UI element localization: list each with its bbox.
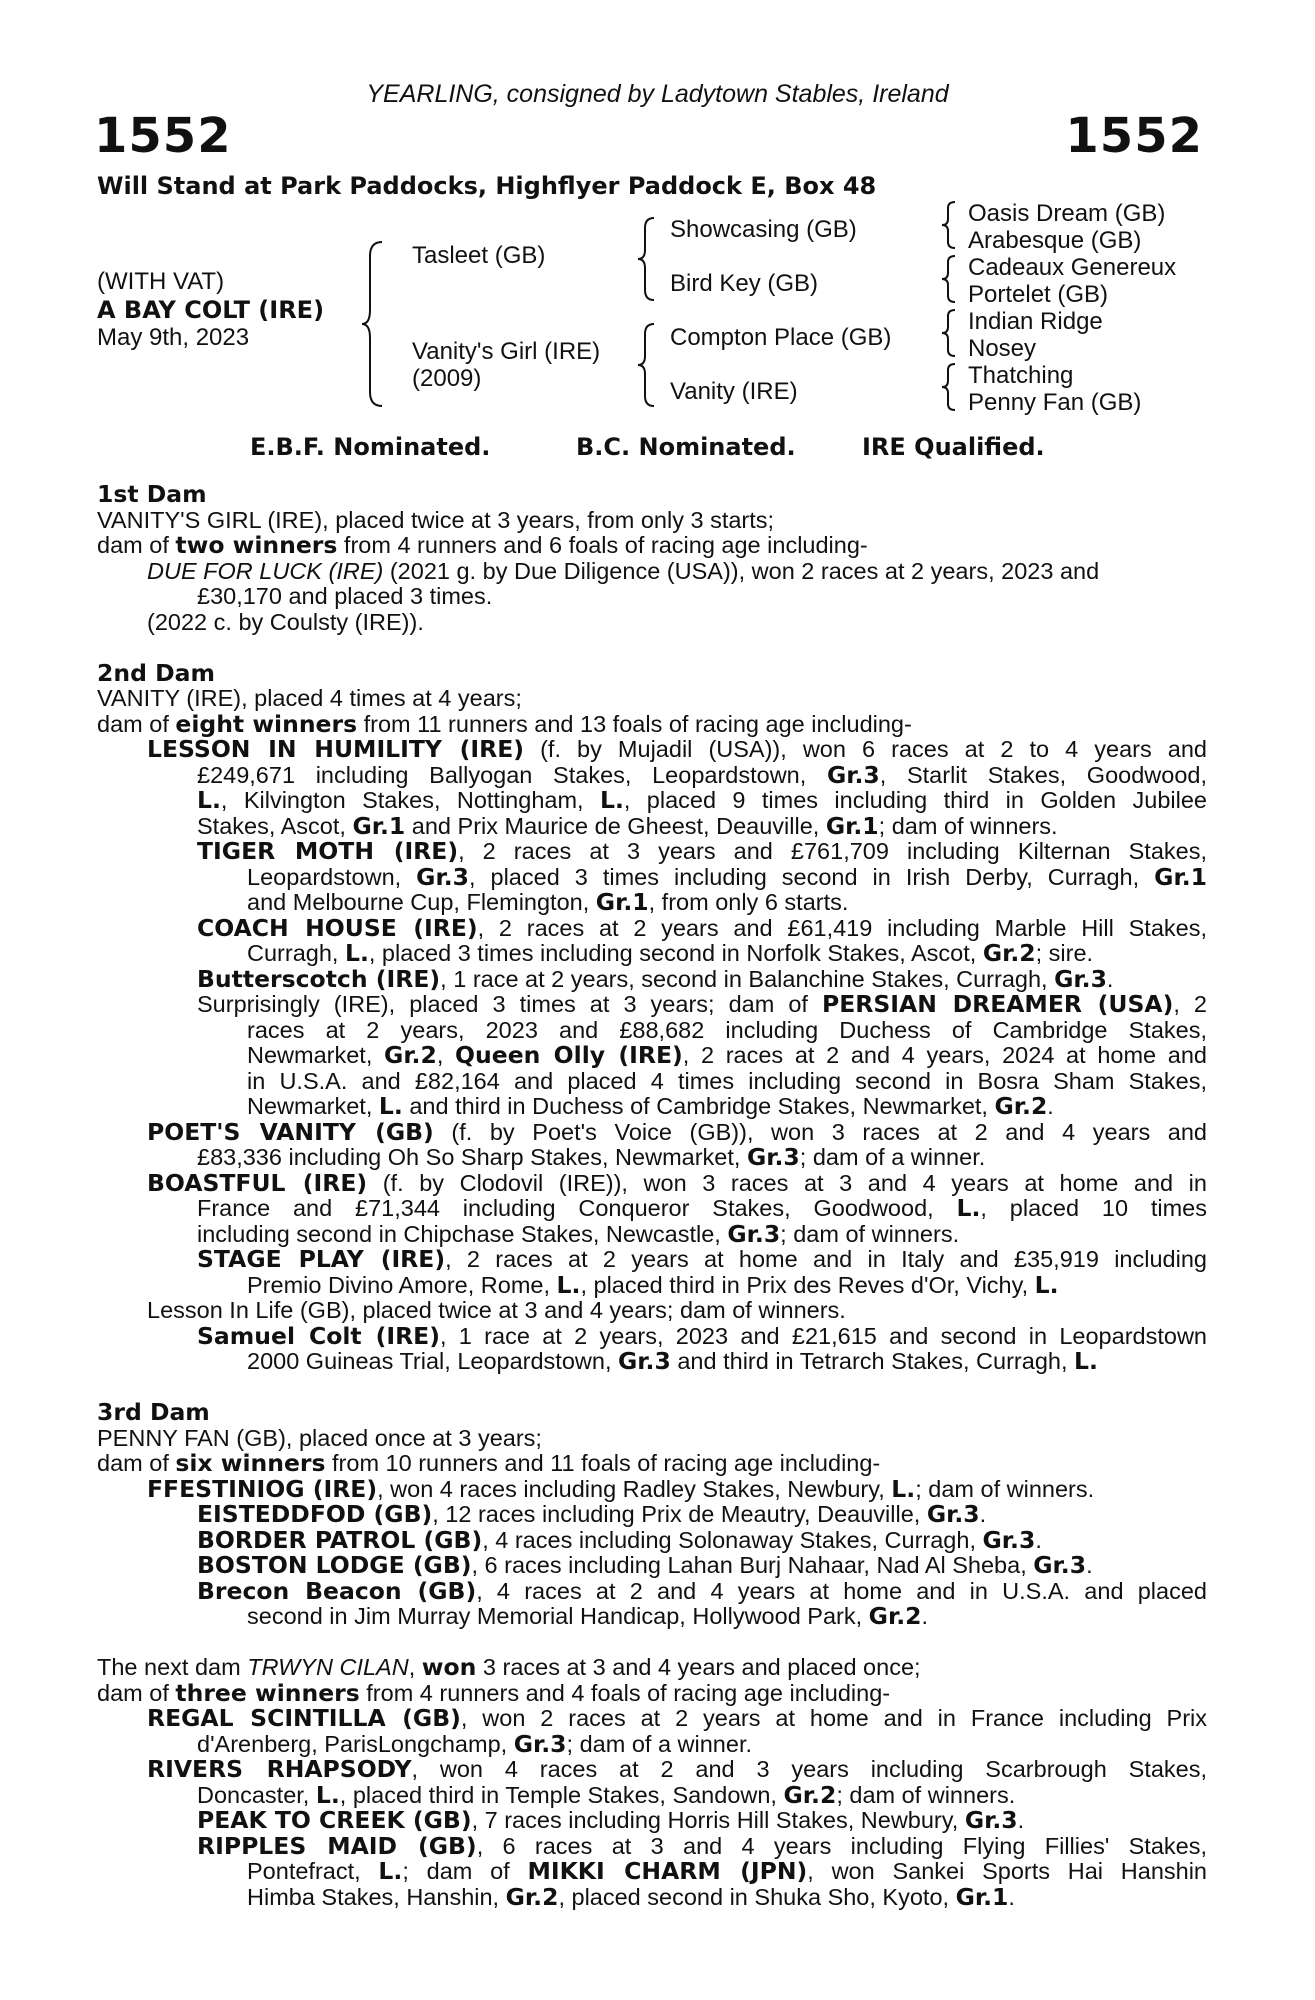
third-dam-produce: dam of six winners from 10 runners and 11 foals of racing age including- xyxy=(97,1449,881,1477)
peak-to-creek: PEAK TO CREEK (GB), 7 races including Horris Hill Stakes, Newbury, Gr.3. xyxy=(197,1806,1025,1834)
rivers-rhapsody: RIVERS RHAPSODY, won 4 races at 2 and 3 years including Scarbrough Stakes, xyxy=(147,1755,1208,1783)
surprisingly: Surprisingly (IRE), placed 3 times at 3 years; dam of PERSIAN DREAMER (USA), 2 xyxy=(197,990,1207,1018)
pedigree-brace-main xyxy=(360,240,390,408)
vat-note: (WITH VAT) xyxy=(97,268,225,295)
ancestor-ssd: Arabesque (GB) xyxy=(968,227,1142,254)
samuel-colt-line-2: 2000 Guineas Trial, Leopardstown, Gr.3 and third in Tetrarch Stakes, Curragh, L. xyxy=(247,1347,1098,1375)
ancestor-ddd: Penny Fan (GB) xyxy=(968,389,1142,416)
consignment-line: YEARLING, consigned by Ladytown Stables, Ireland xyxy=(366,80,949,108)
pedigree-brace-5 xyxy=(940,308,960,358)
samuel-colt: Samuel Colt (IRE), 1 race at 2 years, 2023 and £21,615 and second in Leopardstown xyxy=(197,1321,1207,1350)
coach-house: COACH HOUSE (IRE), 2 races at 2 years and £61,419 including Marble Hill Stakes, xyxy=(197,913,1207,942)
surprisingly-line-5: Newmarket, L. and third in Duchess of Cambridge Stakes, Newmarket, Gr.2. xyxy=(247,1092,1054,1120)
sire-dam: Bird Key (GB) xyxy=(670,270,819,297)
pedigree-brace-3 xyxy=(940,200,960,250)
tiger-moth-line-2: Leopardstown, Gr.3, placed 3 times including second in Irish Derby, Curragh, Gr.1 xyxy=(247,862,1207,891)
dam-sire: Compton Place (GB) xyxy=(670,324,892,351)
ancestor-sss: Oasis Dream (GB) xyxy=(968,200,1166,227)
lesson-in-humility: LESSON IN HUMILITY (IRE) (f. by Mujadil (USA)), won 6 races at 2 to 4 years and xyxy=(147,735,1207,763)
ripples-maid-line-3: Himba Stakes, Hanshin, Gr.2, placed second in Shuka Sho, Kyoto, Gr.1. xyxy=(247,1882,1015,1911)
lesson-line-3: L., Kilvington Stakes, Nottingham, L., placed 9 times including third in Golden Jubilee xyxy=(197,786,1207,814)
butterscotch: Butterscotch (IRE), 1 race at 2 years, second in Balanchine Stakes, Curragh, Gr.3. xyxy=(197,964,1114,993)
surprisingly-line-4: in U.S.A. and £82,164 and placed 4 times including second in Bosra Sham Stakes, xyxy=(247,1067,1207,1094)
third-dam-line: PENNY FAN (GB), placed once at 3 years; xyxy=(97,1424,542,1451)
pedigree-brace-4 xyxy=(940,254,960,304)
second-dam-produce: dam of eight winners from 11 runners and 13 foals of racing age including- xyxy=(97,709,912,738)
second-dam-line: VANITY (IRE), placed 4 times at 4 years; xyxy=(97,685,522,711)
ancestor-dss: Indian Ridge xyxy=(968,308,1103,335)
poets-vanity-line-2: £83,336 including Oh So Sharp Stakes, Newmarket, Gr.3; dam of a winner. xyxy=(197,1143,986,1171)
pedigree-brace-dam xyxy=(636,322,660,408)
first-dam-line: VANITY'S GIRL (IRE), placed twice at 3 years, from only 3 starts; xyxy=(97,506,775,533)
ripples-maid-line-2: Pontefract, L.; dam of MIKKI CHARM (JPN), won Sankei Sports Hai Hanshin xyxy=(247,1857,1208,1885)
lesson-line-4: Stakes, Ascot, Gr.1 and Prix Maurice de Gheest, Deauville, Gr.1; dam of winners. xyxy=(197,811,1058,840)
boastful: BOASTFUL (IRE) (f. by Clodovil (IRE)), won 3 races at 3 and 4 years at home and in xyxy=(147,1168,1207,1197)
surprisingly-line-3: Newmarket, Gr.2, Queen Olly (IRE), 2 races at 2 and 4 years, 2024 at home and xyxy=(247,1041,1207,1069)
sire-sire: Showcasing (GB) xyxy=(670,216,857,243)
pedigree-brace-6 xyxy=(940,362,960,412)
brecon-beacon: Brecon Beacon (GB), 4 races at 2 and 4 years at home and in U.S.A. and placed xyxy=(197,1576,1207,1605)
lesson-line-2: £249,671 including Ballyogan Stakes, Leopardstown, Gr.3, Starlit Stakes, Goodwood, xyxy=(197,760,1207,789)
lot-number-left: 1552 xyxy=(94,108,232,164)
eisteddfod: EISTEDDFOD (GB), 12 races including Prix de Meautry, Deauville, Gr.3. xyxy=(197,1500,987,1528)
lot-number-right: 1552 xyxy=(1065,108,1203,164)
boston-lodge: BOSTON LODGE (GB), 6 races including Lahan Burj Nahaar, Nad Al Sheba, Gr.3. xyxy=(197,1551,1093,1579)
ripples-maid: RIPPLES MAID (GB), 6 races at 3 and 4 years including Flying Fillies' Stakes, xyxy=(197,1831,1207,1860)
coach-house-line-2: Curragh, L., placed 3 times including second in Norfolk Stakes, Ascot, Gr.2; sire. xyxy=(247,939,1094,967)
catalogue-body xyxy=(97,482,1207,1910)
brecon-beacon-line-2: second in Jim Murray Memorial Handicap, Hollywood Park, Gr.2. xyxy=(247,1602,929,1630)
ancestor-sdd: Portelet (GB) xyxy=(968,281,1109,308)
regal-scintilla-line-2: d'Arenberg, ParisLongchamp, Gr.3; dam of a winner. xyxy=(197,1729,753,1758)
first-dam-heading: 1st Dam xyxy=(97,480,207,508)
dam-name: Vanity's Girl (IRE) xyxy=(412,338,601,365)
ancestor-dsd: Nosey xyxy=(968,335,1037,362)
produce-due-for-luck-cont: £30,170 and placed 3 times. xyxy=(197,583,493,609)
bc-nomination: B.C. Nominated. xyxy=(576,433,796,461)
horse-name: A BAY COLT (IRE) xyxy=(97,296,325,324)
stage-play-line-2: Premio Divino Amore, Rome, L., placed third in Prix des Reves d'Or, Vichy, L. xyxy=(247,1270,1059,1299)
ire-qualified: IRE Qualified. xyxy=(862,433,1045,461)
rivers-rhapsody-line-2: Doncaster, L., placed third in Temple Stakes, Sandown, Gr.2; dam of winners. xyxy=(197,1780,1016,1809)
dam-foal-year: (2009) xyxy=(412,365,482,392)
dam-dam: Vanity (IRE) xyxy=(670,378,798,405)
next-dam-produce: dam of three winners from 4 runners and 4 foals of racing age including- xyxy=(97,1678,891,1707)
ebf-nomination: E.B.F. Nominated. xyxy=(250,433,491,461)
first-dam-produce: dam of two winners from 4 runners and 6 foals of racing age including- xyxy=(97,531,868,559)
surprisingly-line-2: races at 2 years, 2023 and £88,682 including Duchess of Cambridge Stakes, xyxy=(247,1016,1207,1043)
regal-scintilla: REGAL SCINTILLA (GB), won 2 races at 2 years at home and in France including Prix xyxy=(147,1704,1207,1732)
ancestor-sds: Cadeaux Genereux xyxy=(968,254,1177,281)
ancestor-dds: Thatching xyxy=(968,362,1074,389)
boastful-line-2: France and £71,344 including Conqueror Stakes, Goodwood, L., placed 10 times xyxy=(197,1194,1207,1222)
stand-location: Will Stand at Park Paddocks, Highflyer Paddock E, Box 48 xyxy=(97,172,877,200)
lesson-in-life: Lesson In Life (GB), placed twice at 3 and 4 years; dam of winners. xyxy=(147,1297,846,1323)
produce-due-for-luck: DUE FOR LUCK (IRE) (2021 g. by Due Diligence (USA)), won 2 races at 2 years, 2023 and xyxy=(147,557,1100,584)
poets-vanity: POET'S VANITY (GB) (f. by Poet's Voice (GB)), won 3 races at 2 and 4 years and xyxy=(147,1117,1208,1146)
next-dam-line: The next dam TRWYN CILAN, won 3 races at 3 and 4 years and placed once; xyxy=(97,1653,921,1681)
sire-name: Tasleet (GB) xyxy=(412,242,546,269)
stage-play: STAGE PLAY (IRE), 2 races at 2 years at home and in Italy and £35,919 including xyxy=(197,1245,1207,1273)
tiger-moth-line-3: and Melbourne Cup, Flemington, Gr.1, from only 6 starts. xyxy=(247,888,849,916)
ffestiniog: FFESTINIOG (IRE), won 4 races including Radley Stakes, Newbury, L.; dam of winners. xyxy=(147,1474,1095,1503)
produce-2022-colt: (2022 c. by Coulsty (IRE)). xyxy=(147,608,424,635)
foaling-date: May 9th, 2023 xyxy=(97,324,250,351)
second-dam-heading: 2nd Dam xyxy=(97,658,215,687)
pedigree-brace-sire xyxy=(636,216,660,302)
boastful-line-3: including second in Chipchase Stakes, Newcastle, Gr.3; dam of winners. xyxy=(197,1219,960,1248)
tiger-moth: TIGER MOTH (IRE), 2 races at 3 years and £761,709 including Kilternan Stakes, xyxy=(197,837,1207,865)
third-dam-heading: 3rd Dam xyxy=(97,1398,210,1426)
border-patrol: BORDER PATROL (GB), 4 races including Solonaway Stakes, Curragh, Gr.3. xyxy=(197,1525,1042,1554)
